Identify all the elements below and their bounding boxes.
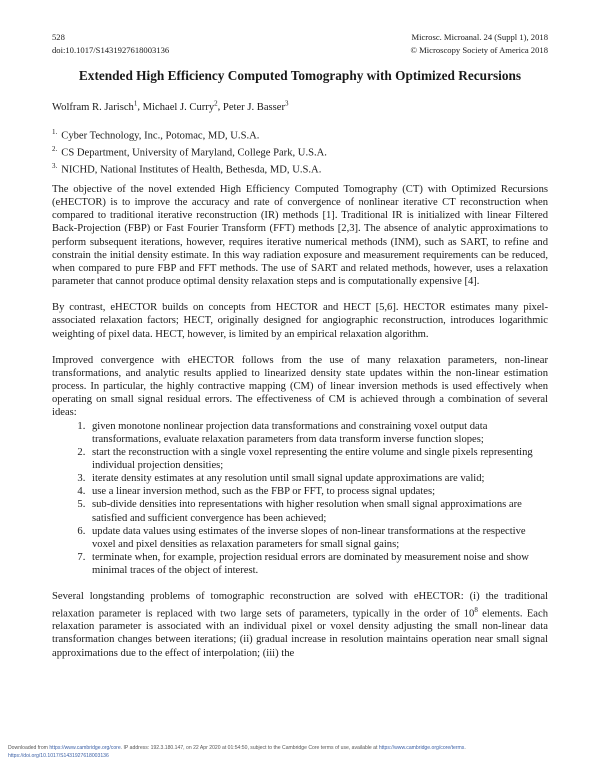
- paragraph-convergence: Improved convergence with eHECTOR follows from the use of many relaxation parameters, non-linear transformations, and analytic results applied to linearized density state updates within the non-linear estimation process. In particular, the highly contractive mapping (CM) of linear inversion methods is used effectively when operating on small signal residual errors. The effectiveness of CM is achieved through a combination of several ideas:: [52, 354, 548, 419]
- author: Michael J. Curry$^2$: [142, 99, 218, 113]
- paper-title: Extended High Efficiency Computed Tomography with Optimized Recursions: [78, 68, 522, 83]
- doi: doi:10.1017/S1431927618003136: [52, 44, 170, 55]
- ideas-list: [52, 420, 548, 578]
- copyright: © Microscopy Society of America 2018: [410, 44, 548, 55]
- page-number: 528: [52, 32, 65, 42]
- paragraph-problems: Several longstanding problems of tomographic reconstruction are solved with eHECTOR: (i) the traditional relaxation parameter is replaced with two large sets of parameters, typically in the order of $10^8$ elements. Each relaxation parameter is associated with an individual pixel or voxel density adjusting the small non-linear data transformation changes between iterations; (ii) gradual increase in resolution maintains operation near small signal approximations due to the effect of interpolation; (iii) the: [52, 591, 548, 659]
- header-left: [52, 31, 169, 56]
- cambridge-core-link[interactable]: https://www.cambridge.org/core: [49, 745, 121, 751]
- list-item: 6. update data values using estimates of the inverse slopes of non-linear transformations at the respective voxel and pixel densities as relaxation parameters for small signal gains;: [88, 525, 548, 551]
- terms-link[interactable]: https://www.cambridge.org/core/terms: [378, 745, 465, 751]
- author: Wolfram R. Jarisch$^1$: [52, 99, 138, 113]
- affiliations: [52, 126, 327, 177]
- list-item: 3. iterate density estimates at any resolution until small signal update approximations are valid;: [88, 472, 548, 485]
- author: Peter J. Basser$^3$: [222, 99, 289, 113]
- journal-citation: Microsc. Microanal. 24 (Suppl 1), 2018: [411, 32, 548, 42]
- header-right: [410, 31, 548, 56]
- author-list: Wolfram R. Jarisch$^1$, Michael J. Curry$^2$, Peter J. Basser$^3$: [52, 99, 289, 113]
- list-item: 7. terminate when, for example, projection residual errors are dominated by measurement noise and show minimal traces of the object of interest.: [88, 551, 548, 577]
- affiliation: $^{3.}$ NICHD, National Institutes of Health, Bethesda, MD, U.S.A.: [52, 162, 322, 176]
- body-text: [52, 183, 548, 673]
- paragraph-contrast: By contrast, eHECTOR builds on concepts from HECTOR and HECT [5,6]. HECTOR estimates many pixel-associated relaxation factors; HECT, originally designed for angiographic reconstruction, introduces logarithmic weighting of pixel data. HECT, however, is limited by an empirical relaxation algorithm.: [52, 302, 548, 340]
- list-item: 5. sub-divide densities into representations with higher resolution when small signal approximations are satisfied and sufficient convergence has been achieved;: [88, 498, 548, 524]
- affiliation: $^{2.}$ CS Department, University of Maryland, College Park, U.S.A.: [52, 145, 327, 159]
- doi-link[interactable]: https://doi.org/10.1017/S1431927618003136: [8, 752, 109, 759]
- list-item: 1. given monotone nonlinear projection data transformations and constraining voxel output data transformations, evaluate relaxation parameters from data transform inverse function slopes;: [88, 420, 548, 446]
- list-item: 2. start the reconstruction with a single voxel representing the entire volume and single pixels representing individual projection densities;: [88, 446, 548, 472]
- list-item: 4. use a linear inversion method, such as the FBP or FFT, to process signal updates;: [88, 485, 548, 498]
- paragraph-objective: The objective of the novel extended High Efficiency Computed Tomography (CT) with Optimized Recursions (eHECTOR) is to improve the accuracy and rate of convergence of nonlinear iterative CT reconstruction when compared to traditional iterative reconstruction (IR) methods [1]. Traditional IR is initialized with linear Filtered Back-Projection (FBP) or Fast Fourier Transform (FFT) methods [2,3]. The absence of analytic approximations to perform subsequent iterations, however, requires iterative numerical methods (INM), such as SART, to refine and constrain the initial density estimate. In this way radiation exposure and measurement requirements can be reduced, when compared to pure FBP and FFT methods. The use of SART and related methods, however, uses a relaxation parameter that cannot produce optimal density relaxation steps and is computationally expensive [4].: [52, 184, 548, 288]
- download-footer: Downloaded from https://www.cambridge.org/core. IP address: 192.3.180.147, on 22 Apr 2020 at 01:54:50, subject to the Cambridge Core terms of use, available at https://www.cambridge.org/core/terms. https://doi.org/10.1017/S1431927618003136: [8, 745, 466, 759]
- affiliation: $^{1.}$ Cyber Technology, Inc., Potomac, MD, U.S.A.: [52, 128, 260, 142]
